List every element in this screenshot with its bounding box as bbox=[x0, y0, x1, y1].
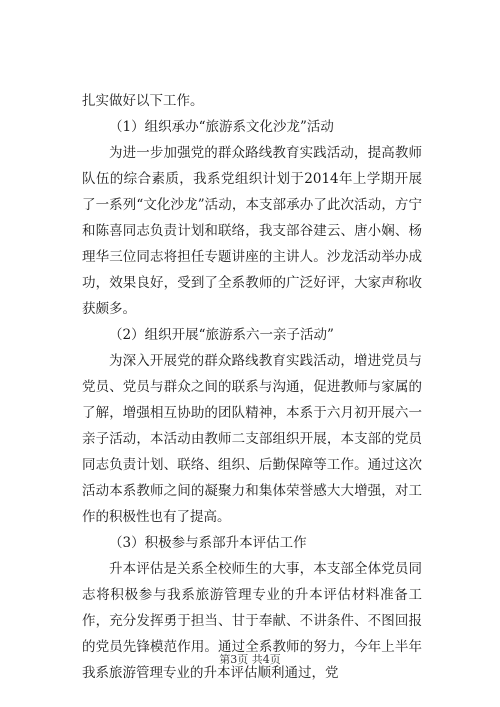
section-heading-3: （3）积极参与系部升本评估工作 bbox=[109, 535, 307, 551]
paragraph-upgrade-evaluation: 升本评估是关系全校师生的大事，本支部全体党员同志将积极参与我系旅游管理专业的升本评估材料准备工作，充分发挥勇于担当、甘于奉献、不讲条件、不图回报的党员先锋模范作用。通过全系教师的努力，今年上半年我系旅游管理专业的升本评估顺利通过，党 bbox=[82, 561, 422, 681]
paragraph-cultural-salon: 为进一步加强党的群众路线教育实践活动，提高教师队伍的综合素质，我系党组织计划于2014年上学期开展了一系列“文化沙龙”活动，本支部承办了此次活动，方宁和陈喜同志负责计划和联络，我支部谷建云、唐小娴、杨理华三位同志将担任专题讲座的主讲人。沙龙活动举办成功，效果良好，受到了全系教师的广泛好评，大家声称收获颇多。 bbox=[82, 145, 422, 317]
document-body bbox=[82, 88, 422, 686]
section-heading-2: （2）组织开展“旅游系六一亲子活动” bbox=[109, 327, 334, 343]
section-heading-1: （1）组织承办“旅游系文化沙龙”活动 bbox=[109, 119, 334, 135]
paragraph-continuation: 扎实做好以下工作。 bbox=[82, 93, 204, 109]
page-number-footer: 第3页 共4页 bbox=[219, 653, 281, 666]
paragraph-childrens-day: 为深入开展党的群众路线教育实践活动，增进党员与党员、党员与群众之间的联系与沟通，促进教师与家属的了解，增强相互协助的团队精神，本系于六月初开展六一亲子活动，本活动由教师二支部组织开展，本支部的党员同志负责计划、联络、组织、后勤保障等工作。通过这次活动本系教师之间的凝聚力和集体荣誉感大大增强，对工作的积极性也有了提高。 bbox=[82, 353, 422, 525]
